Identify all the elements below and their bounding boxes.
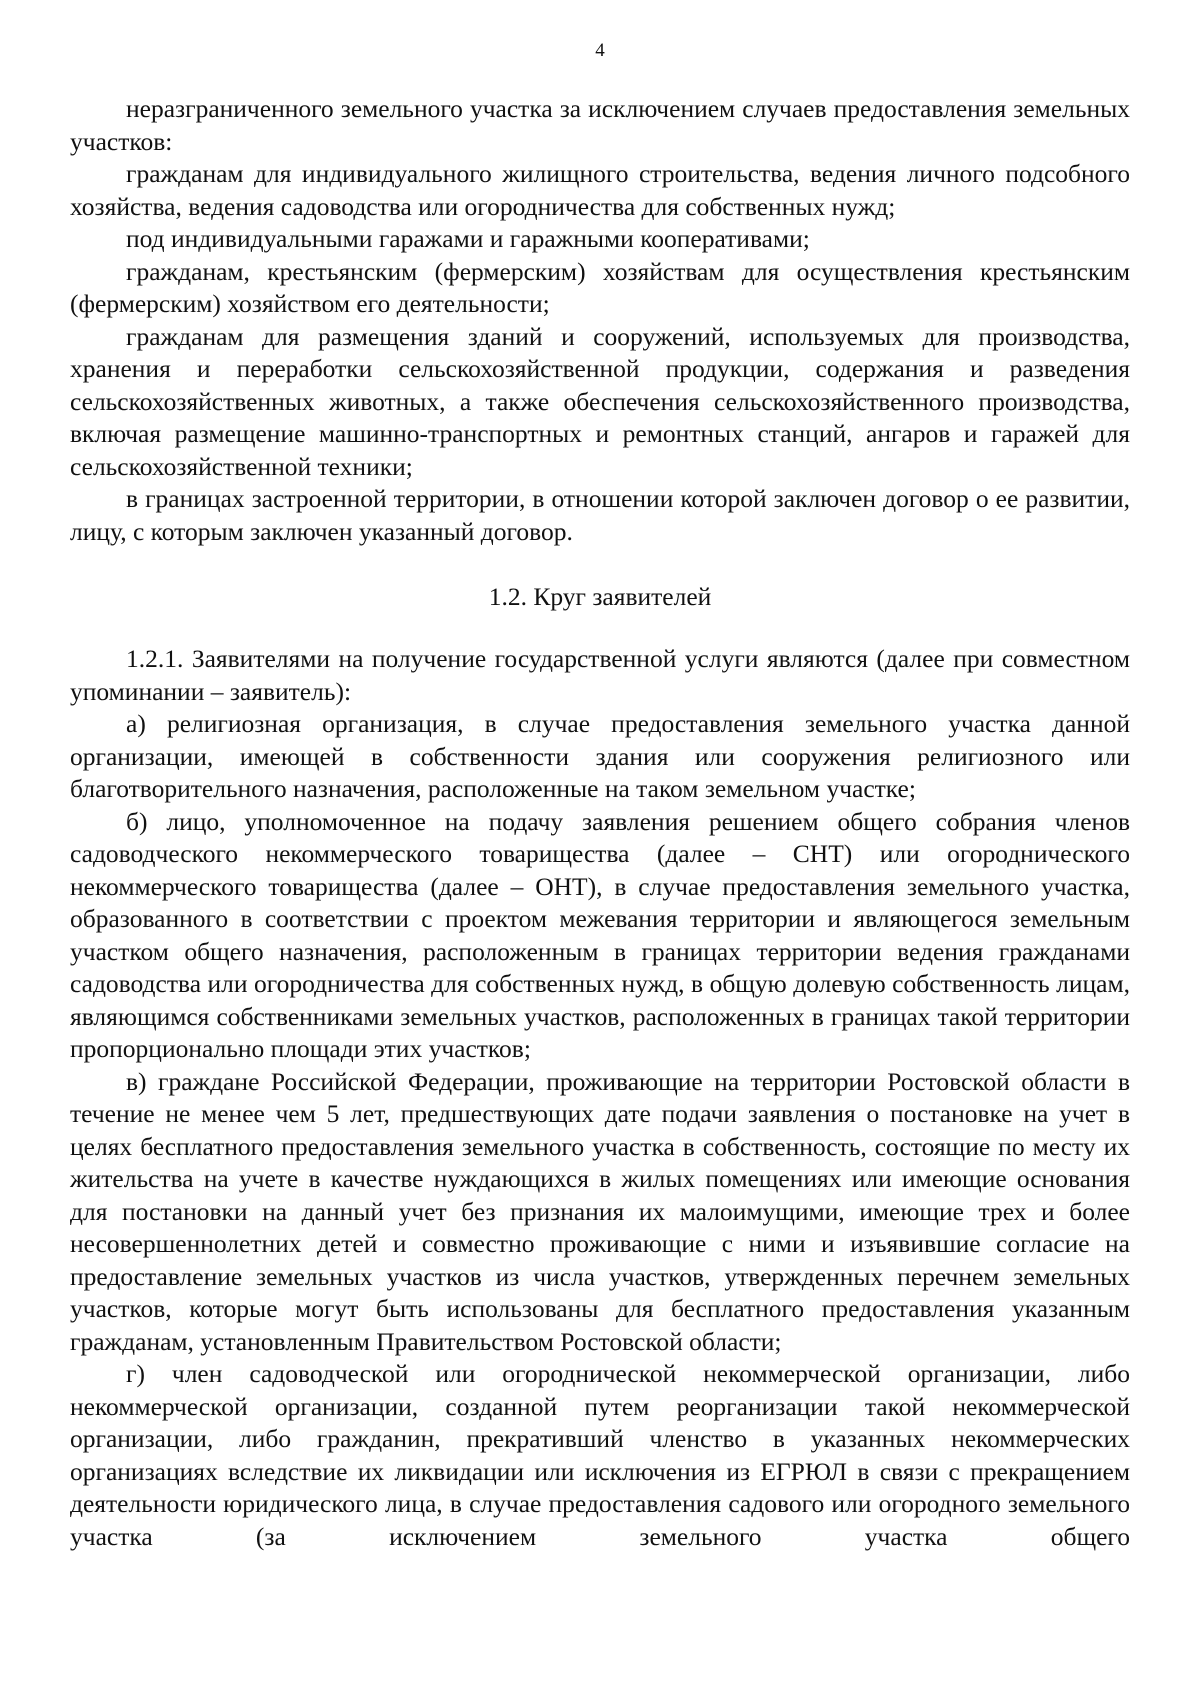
paragraph-farm-households: гражданам, крестьянским (фермерским) хозяйствам для осуществления крестьянским (фермерским) хозяйством его деятельности; xyxy=(70,256,1130,318)
paragraph-built-up-territory: в границах застроенной территории, в отношении которой заключен договор о ее развитии, лицу, с которым заключен указанный договор. xyxy=(70,484,1130,546)
paragraph-individual-housing: гражданам для индивидуального жилищного строительства, ведения личного подсобного хозяйства, ведения садоводства или огородничества для собственных нужд; xyxy=(70,159,1130,221)
paragraph-agricultural-buildings: гражданам для размещения зданий и сооружений, используемых для производства, хранения и переработки сельскохозяйственной продукции, содержания и разведения сельскохозяйственных животных, а также обеспечения сельскохозяйственного производства, включая размещение машинно-транспортных и ремонтных станций, ангаров и гаражей для сельскохозяйственной техники; xyxy=(70,321,1130,481)
paragraph-land-exceptions-continuation: неразграниченного земельного участка за исключением случаев предоставления земельных участков: xyxy=(70,94,1130,156)
page-number: 4 xyxy=(595,40,605,61)
paragraph-garages: под индивидуальными гаражами и гаражными кооперативами; xyxy=(126,224,810,253)
applicants-text-block xyxy=(70,643,1130,1553)
section-heading: 1.2. Круг заявителей xyxy=(488,582,712,611)
paragraph-applicants-intro: 1.2.1. Заявителями на получение государственной услуги являются (далее при совместном упоминании – заявитель): xyxy=(70,644,1130,706)
paragraph-item-v-large-families: в) граждане Российской Федерации, проживающие на территории Ростовской области в течение не менее чем 5 лет, предшествующих дате подачи заявления о постановке на учет в целях бесплатного предоставления земельного участка в собственность, состоящие по месту их жительства на учете в качестве нуждающихся в жилых помещениях или имеющие основания для постановки на данный учет без признания их малоимущими, имеющие трех и более несовершеннолетних детей и совместно проживающие с ними и изъявившие согласие на предоставление земельных участков из числа участков, утвержденных перечнем земельных участков, которые могут быть использованы для бесплатного предоставления указанным гражданам, установленным Правительством Ростовской области; xyxy=(70,1066,1130,1356)
paragraph-item-a-religious-organization: а) религиозная организация, в случае предоставления земельного участка данной организации, имеющей в собственности здания или сооружения религиозного или благотворительного назначения, расположенные на таком земельном участке; xyxy=(70,709,1130,803)
paragraph-item-g-garden-member: г) член садоводческой или огороднической некоммерческой организации, либо некоммерческой организации, созданной путем реорганизации такой некоммерческой организации, либо гражданин, прекративший членство в указанных некоммерческих организациях вследствие их ликвидации или исключения из ЕГРЮЛ в связи с прекращением деятельности юридического лица, в случае предоставления садового или огородного земельного участка (за исключением земельного участка общего xyxy=(70,1359,1130,1551)
paragraph-item-b-authorized-person: б) лицо, уполномоченное на подачу заявления решением общего собрания членов садоводческого некоммерческого товарищества (далее – СНТ) или огороднического некоммерческого товарищества (далее – ОНТ), в случае предоставления земельного участка, образованного в соответствии с проектом межевания территории и являющегося земельным участком общего назначения, расположенным в границах территории ведения гражданами садоводства или огородничества для собственных нужд, в общую долевую собственность лицам, являющимся собственниками земельных участков, расположенных в границах такой территории пропорционально площади этих участков; xyxy=(70,806,1130,1063)
top-text-block xyxy=(70,93,1130,548)
